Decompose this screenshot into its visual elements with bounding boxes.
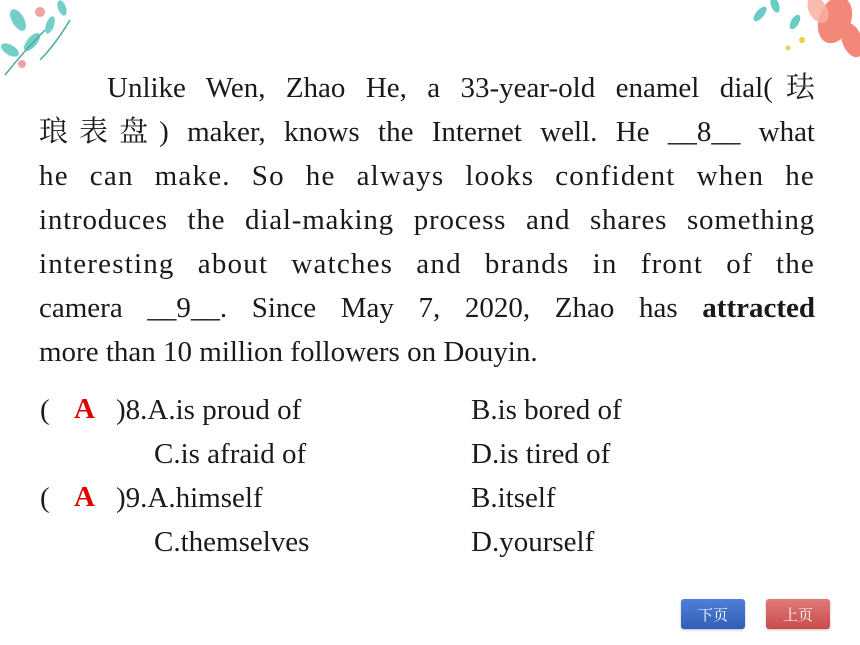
- option-9-b: B.itself: [471, 482, 556, 514]
- bold-word-attracted: attracted: [702, 292, 815, 324]
- passage-line-6-text: camera __9__. Since May 7, 2020, Zhao has: [39, 292, 703, 324]
- paren-open: (: [40, 394, 50, 426]
- question-8-prefix: )8.: [116, 394, 148, 426]
- passage-line-4: introduces the dial-making process and shares something: [39, 204, 815, 236]
- answer-9: A: [74, 481, 95, 513]
- option-9-d: D.yourself: [471, 526, 595, 558]
- question-8-number: [116, 390, 301, 430]
- option-8-c: C.is afraid of: [154, 438, 307, 470]
- passage-line-5: interesting about watches and brands in front of the: [39, 248, 815, 280]
- question-9-prefix: )9.: [116, 482, 148, 514]
- question-9-number: [116, 478, 263, 518]
- option-8-d: D.is tired of: [471, 438, 611, 470]
- option-9-a: A.himself: [147, 482, 263, 514]
- previous-page-button[interactable]: [766, 599, 830, 629]
- option-8-b: B.is bored of: [471, 394, 622, 426]
- option-9-c: C.themselves: [154, 526, 310, 558]
- option-8-a: A.is proud of: [147, 394, 302, 426]
- next-page-label: 下页: [697, 605, 728, 624]
- passage-line-3: he can make. So he always looks confident when he: [39, 160, 815, 192]
- answer-8: A: [74, 393, 95, 425]
- passage-line-6: [39, 286, 815, 330]
- passage-line-2: 琅表盘) maker, knows the Internet well. He __8__ what: [39, 116, 815, 148]
- reading-passage: [39, 66, 815, 374]
- floral-decoration-top-right: [740, 0, 860, 65]
- passage-line-1: Unlike Wen, Zhao He, a 33-year-old enamel dial(珐: [107, 72, 815, 104]
- previous-page-label: 上页: [782, 605, 813, 624]
- next-page-button[interactable]: [681, 599, 745, 629]
- passage-line-7: more than 10 million followers on Douyin.: [39, 336, 538, 368]
- paren-open: (: [40, 482, 50, 514]
